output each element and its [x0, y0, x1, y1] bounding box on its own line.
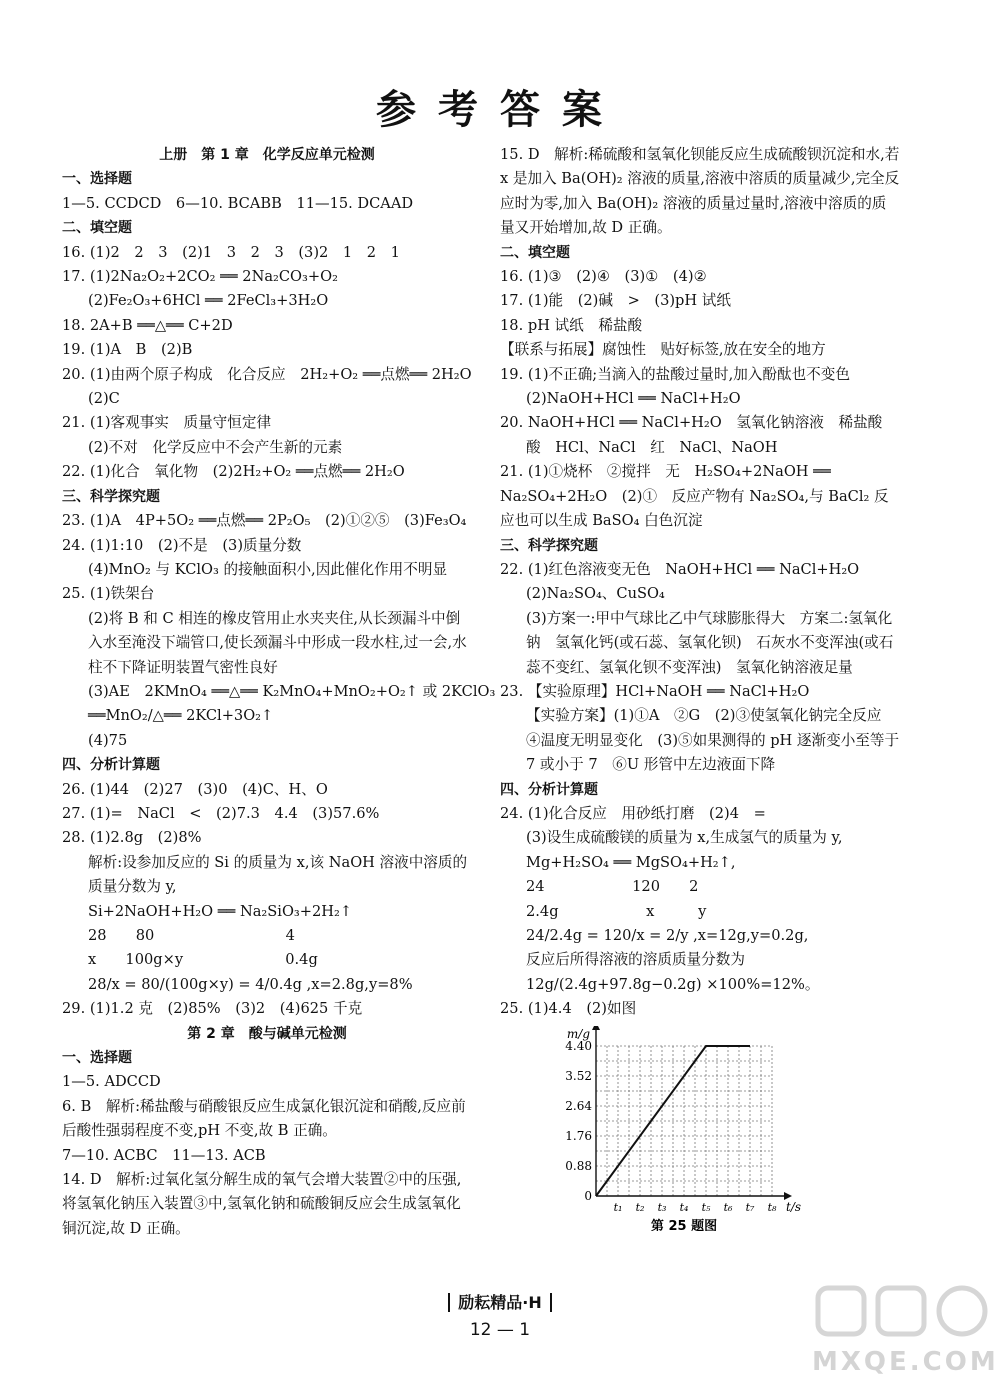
answer-line: 24. (1)化合反应 用砂纸打磨 (2)4 = [500, 804, 766, 822]
answer-line: 反应后所得溶液的溶质质量分数为 [526, 951, 745, 969]
answer-line: 16. (1)2 2 3 (2)1 3 2 3 (3)2 1 2 1 [62, 243, 400, 261]
line-chart [556, 1026, 806, 1231]
answer-line: 24 120 2 [526, 878, 699, 896]
answer-line: (2)Na₂SO₄、CuSO₄ [526, 585, 665, 603]
answer-line: (4)75 [88, 731, 128, 749]
watermark-logo-icon [812, 1280, 992, 1350]
y-tick-label: 3.52 [565, 1068, 592, 1083]
brand-text: 励耘精品·H [448, 1293, 551, 1312]
answer-line: 18. 2A+B ══△══ C+2D [62, 316, 233, 334]
answer-line: Si+2NaOH+H₂O ══ Na₂SiO₃+2H₂↑ [88, 902, 353, 920]
answer-line: 26. (1)44 (2)27 (3)0 (4)C、H、O [62, 780, 328, 798]
x-axis-label: t/s [786, 1199, 802, 1214]
answer-line: (3)AE 2KMnO₄ ══△══ K₂MnO₄+MnO₂+O₂↑ 或 2KClO₃ [88, 682, 496, 700]
answer-line: 21. (1)客观事实 质量守恒定律 [62, 414, 272, 432]
answer-line: 19. (1)不正确;当滴入的盐酸过量时,加入酚酞也不变色 [500, 365, 850, 383]
y-axis-label: m/g [566, 1026, 590, 1041]
answer-line: 17. (1)能 (2)碱 > (3)pH 试纸 [500, 292, 731, 310]
answer-line: (2)Fe₂O₃+6HCl ══ 2FeCl₃+3H₂O [88, 292, 329, 310]
y-tick-label: 0 [584, 1188, 592, 1203]
answer-line: 21. (1)①烧杯 ②搅拌 无 H₂SO₄+2NaOH ══ Na₂SO₄+2H₂O (2)① 反应产物有 Na₂SO₄,与 BaCl₂ 反应也可以生成 BaSO₄ 白色沉淀 [500, 463, 889, 530]
answer-line: (3)设生成硫酸镁的质量为 x,生成氢气的质量为 y, [526, 829, 843, 847]
footer-brand [425, 1290, 575, 1313]
x-tick-label: t₈ [767, 1200, 777, 1214]
answer-line: 6. B 解析:稀盐酸与硝酸银反应生成氯化银沉淀和硝酸,反应前后酸性强弱程度不变,pH 不变,故 B 正确。 [62, 1097, 466, 1140]
answer-line: 1—5. CCDCD 6—10. BCABB 11—15. DCAAD [62, 194, 414, 212]
answer-line: (3)方案一:甲中气球比乙中气球膨胀得大 方案二:氢氧化钠 氢氧化钙(或石蕊、氢氧化钡) 石灰水不变浑浊(或石蕊不变红、氢氧化钡不变浑浊) 氢氧化钠溶液足量 [526, 609, 894, 676]
answer-line: (2)C [88, 390, 120, 408]
answer-line: 18. pH 试纸 稀盐酸 [500, 316, 643, 334]
x-axis-arrow-icon [784, 1192, 792, 1200]
answer-line: (2)将 B 和 C 相连的橡皮管用止水夹夹住,从长颈漏斗中倒入水至淹没下端管口,使长颈漏斗中形成一段水柱,过一会,水柱不下降证明装置气密性良好 [88, 609, 467, 676]
y-tick-label: 2.64 [565, 1098, 592, 1113]
x-tick-label: t₅ [701, 1200, 711, 1214]
answer-line: 22. (1)化合 氧化物 (2)2H₂+O₂ ══点燃══ 2H₂O [62, 463, 405, 481]
section-heading: 三、科学探究题 [500, 537, 598, 554]
answer-line: 【联系与拓展】腐蚀性 贴好标签,放在安全的地方 [500, 341, 826, 359]
answer-line: 25. (1)4.4 (2)如图 [500, 1000, 637, 1018]
watermark-text: MXQE.COM [812, 1347, 999, 1377]
x-tick-label: t₃ [657, 1200, 667, 1214]
chapter-heading: 上册 第 1 章 化学反应单元检测 [159, 147, 375, 163]
answer-line: 28 80 4 [88, 927, 295, 944]
x-tick-label: t₇ [745, 1200, 755, 1214]
answer-line: Mg+H₂SO₄ ══ MgSO₄+H₂↑, [526, 853, 736, 871]
answer-line: 22. (1)红色溶液变无色 NaOH+HCl ══ NaCl+H₂O [500, 560, 860, 578]
answer-line: 16. (1)③ (2)④ (3)① (4)② [500, 268, 707, 286]
section-heading: 四、分析计算题 [62, 757, 160, 774]
answer-line: 17. (1)2Na₂O₂+2CO₂ ══ 2Na₂CO₃+O₂ [62, 268, 338, 286]
answer-line: 27. (1)= NaCl < (2)7.3 4.4 (3)57.6% [62, 804, 380, 822]
section-heading: 四、分析计算题 [500, 781, 598, 798]
section-heading: 二、填空题 [500, 244, 570, 261]
y-tick-label: 1.76 [565, 1128, 592, 1143]
answer-line: x 100g×y 0.4g [88, 951, 318, 969]
answer-line: 解析:设参加反应的 Si 的质量为 x,该 NaOH 溶液中溶质的质量分数为 y, [88, 853, 468, 896]
x-tick-label: t₆ [723, 1200, 733, 1214]
answer-line: 23. 【实验原理】HCl+NaOH ══ NaCl+H₂O [500, 682, 810, 700]
answer-line: 25. (1)铁架台 [62, 585, 155, 603]
answer-line: 酸 HCl、NaCl 红 NaCl、NaOH [526, 438, 778, 456]
answer-line: (4)MnO₂ 与 KClO₃ 的接触面积小,因此催化作用不明显 [88, 560, 448, 578]
answer-line: 12g/(2.4g+97.8g−0.2g) ×100%=12%。 [526, 975, 820, 993]
answer-line: 7—10. ACBC 11—13. ACB [62, 1146, 266, 1164]
answer-line: 28/x = 80/(100g×y) = 4/0.4g ,x=2.8g,y=8% [88, 975, 413, 993]
y-axis-arrow-icon [592, 1026, 600, 1030]
chart-caption: 第 25 题图 [650, 1218, 718, 1231]
answer-line: 20. (1)由两个原子构成 化合反应 2H₂+O₂ ══点燃══ 2H₂O [62, 365, 472, 383]
answer-line: 29. (1)1.2 克 (2)85% (3)2 (4)625 千克 [62, 1000, 363, 1018]
section-heading: 一、选择题 [62, 1050, 132, 1067]
answer-line: 15. D 解析:稀硫酸和氢氧化钡能反应生成硫酸钡沉淀和水,若 x 是加入 Ba(OH)₂ 溶液的质量,溶液中溶质的质量减少,完全反应时为零,加入 Ba(OH)₂ 溶液的质量过量时,溶液中溶质的质量又开始增加,故 D 正确。 [500, 146, 900, 237]
x-tick-label: t₄ [679, 1200, 689, 1214]
answer-line: ══MnO₂/△══ 2KCl+3O₂↑ [88, 707, 274, 725]
answer-line: 19. (1)A B (2)B [62, 341, 193, 359]
answer-line: 24. (1)1:10 (2)不是 (3)质量分数 [62, 536, 302, 554]
answer-line: (2)不对 化学反应中不会产生新的元素 [88, 438, 343, 456]
answer-line: (2)NaOH+HCl ══ NaCl+H₂O [526, 390, 741, 408]
left-column [62, 143, 496, 1241]
chapter-heading: 第 2 章 酸与碱单元检测 [187, 1025, 347, 1042]
x-tick-label: t₂ [635, 1200, 645, 1214]
answer-line: 24/2.4g = 120/x = 2/y ,x=12g,y=0.2g, [526, 927, 809, 944]
answer-line: 23. (1)A 4P+5O₂ ══点燃══ 2P₂O₅ (2)①②⑤ (3)Fe₃O₄ [62, 512, 467, 530]
page-number: 12 — 1 [469, 1320, 531, 1340]
section-heading: 一、选择题 [62, 171, 132, 188]
x-tick-label: t₁ [613, 1200, 623, 1214]
answer-line: 2.4g x y [526, 902, 707, 920]
answer-line: 【实验方案】(1)①A ②G (2)③使氢氧化钠完全反应 ④温度无明显变化 (3)⑤如果测得的 pH 逐渐变小至等于 7 或小于 7 ⑥U 形管中左边液面下降 [526, 707, 900, 774]
section-heading: 二、填空题 [62, 220, 132, 237]
y-tick-label: 0.88 [565, 1158, 592, 1173]
right-column [500, 143, 900, 1239]
answer-line: 20. NaOH+HCl ══ NaCl+H₂O 氢氧化钠溶液 稀盐酸 [500, 414, 883, 432]
page-title: 参考答案 [376, 87, 624, 133]
y-tick-label: 4.40 [565, 1038, 592, 1053]
answer-line: 14. D 解析:过氧化氢分解生成的氧气会增大装置②中的压强,将氢氧化钠压入装置③中,氢氧化钠和硫酸铜反应会生成氢氧化铜沉淀,故 D 正确。 [62, 1171, 462, 1237]
answer-line: 1—5. ADCCD [62, 1073, 161, 1091]
answer-line: 28. (1)2.8g (2)8% [62, 829, 202, 847]
section-heading: 三、科学探究题 [62, 488, 160, 505]
